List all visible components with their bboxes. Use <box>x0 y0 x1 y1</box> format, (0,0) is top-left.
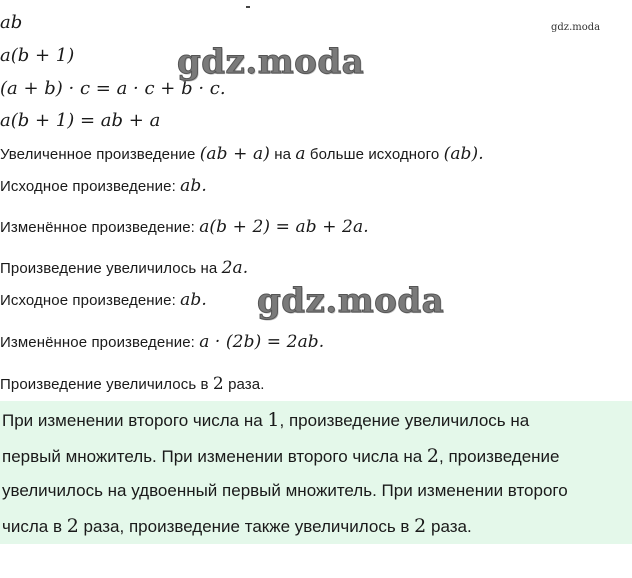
answer-line-2: первый множитель. При изменении второго числа на 2, произведение <box>2 445 560 467</box>
watermark-large: gdz.moda <box>177 42 365 82</box>
formula-2: a(b + 1) <box>0 45 75 66</box>
formula-1: ab <box>0 12 23 33</box>
answer-line-3: увеличилось на удвоенный первый множитель. При изменении второго <box>2 481 568 500</box>
line-product-increased-by: Произведение увеличилось на 2a. <box>0 258 249 278</box>
top-mark <box>246 6 250 8</box>
answer-line-1: При изменении второго числа на 1, произведение увеличилось на <box>2 409 530 431</box>
line-original-product-2: Исходное произведение: ab. <box>0 290 207 310</box>
watermark-small: gdz.moda <box>551 22 601 33</box>
formula-3: (a + b) · c = a · c + b · c. <box>0 78 226 99</box>
line-changed-product-2: Изменённое произведение: a · (2b) = 2ab. <box>0 332 325 352</box>
answer-line-4: числа в 2 раза, произведение также увеличилось в 2 раза. <box>2 515 472 537</box>
line-product-increased-times: Произведение увеличилось в 2 раза. <box>0 374 265 394</box>
line-original-product-1: Исходное произведение: ab. <box>0 176 207 196</box>
answer-box <box>0 401 632 544</box>
watermark-large-2: gdz.moda <box>257 281 445 321</box>
formula-4: a(b + 1) = ab + a <box>0 110 161 131</box>
line-increased-product: Увеличенное произведение (ab + a) на a больше исходного (ab). <box>0 144 484 164</box>
line-changed-product-1: Изменённое произведение: a(b + 2) = ab + 2a. <box>0 217 369 237</box>
